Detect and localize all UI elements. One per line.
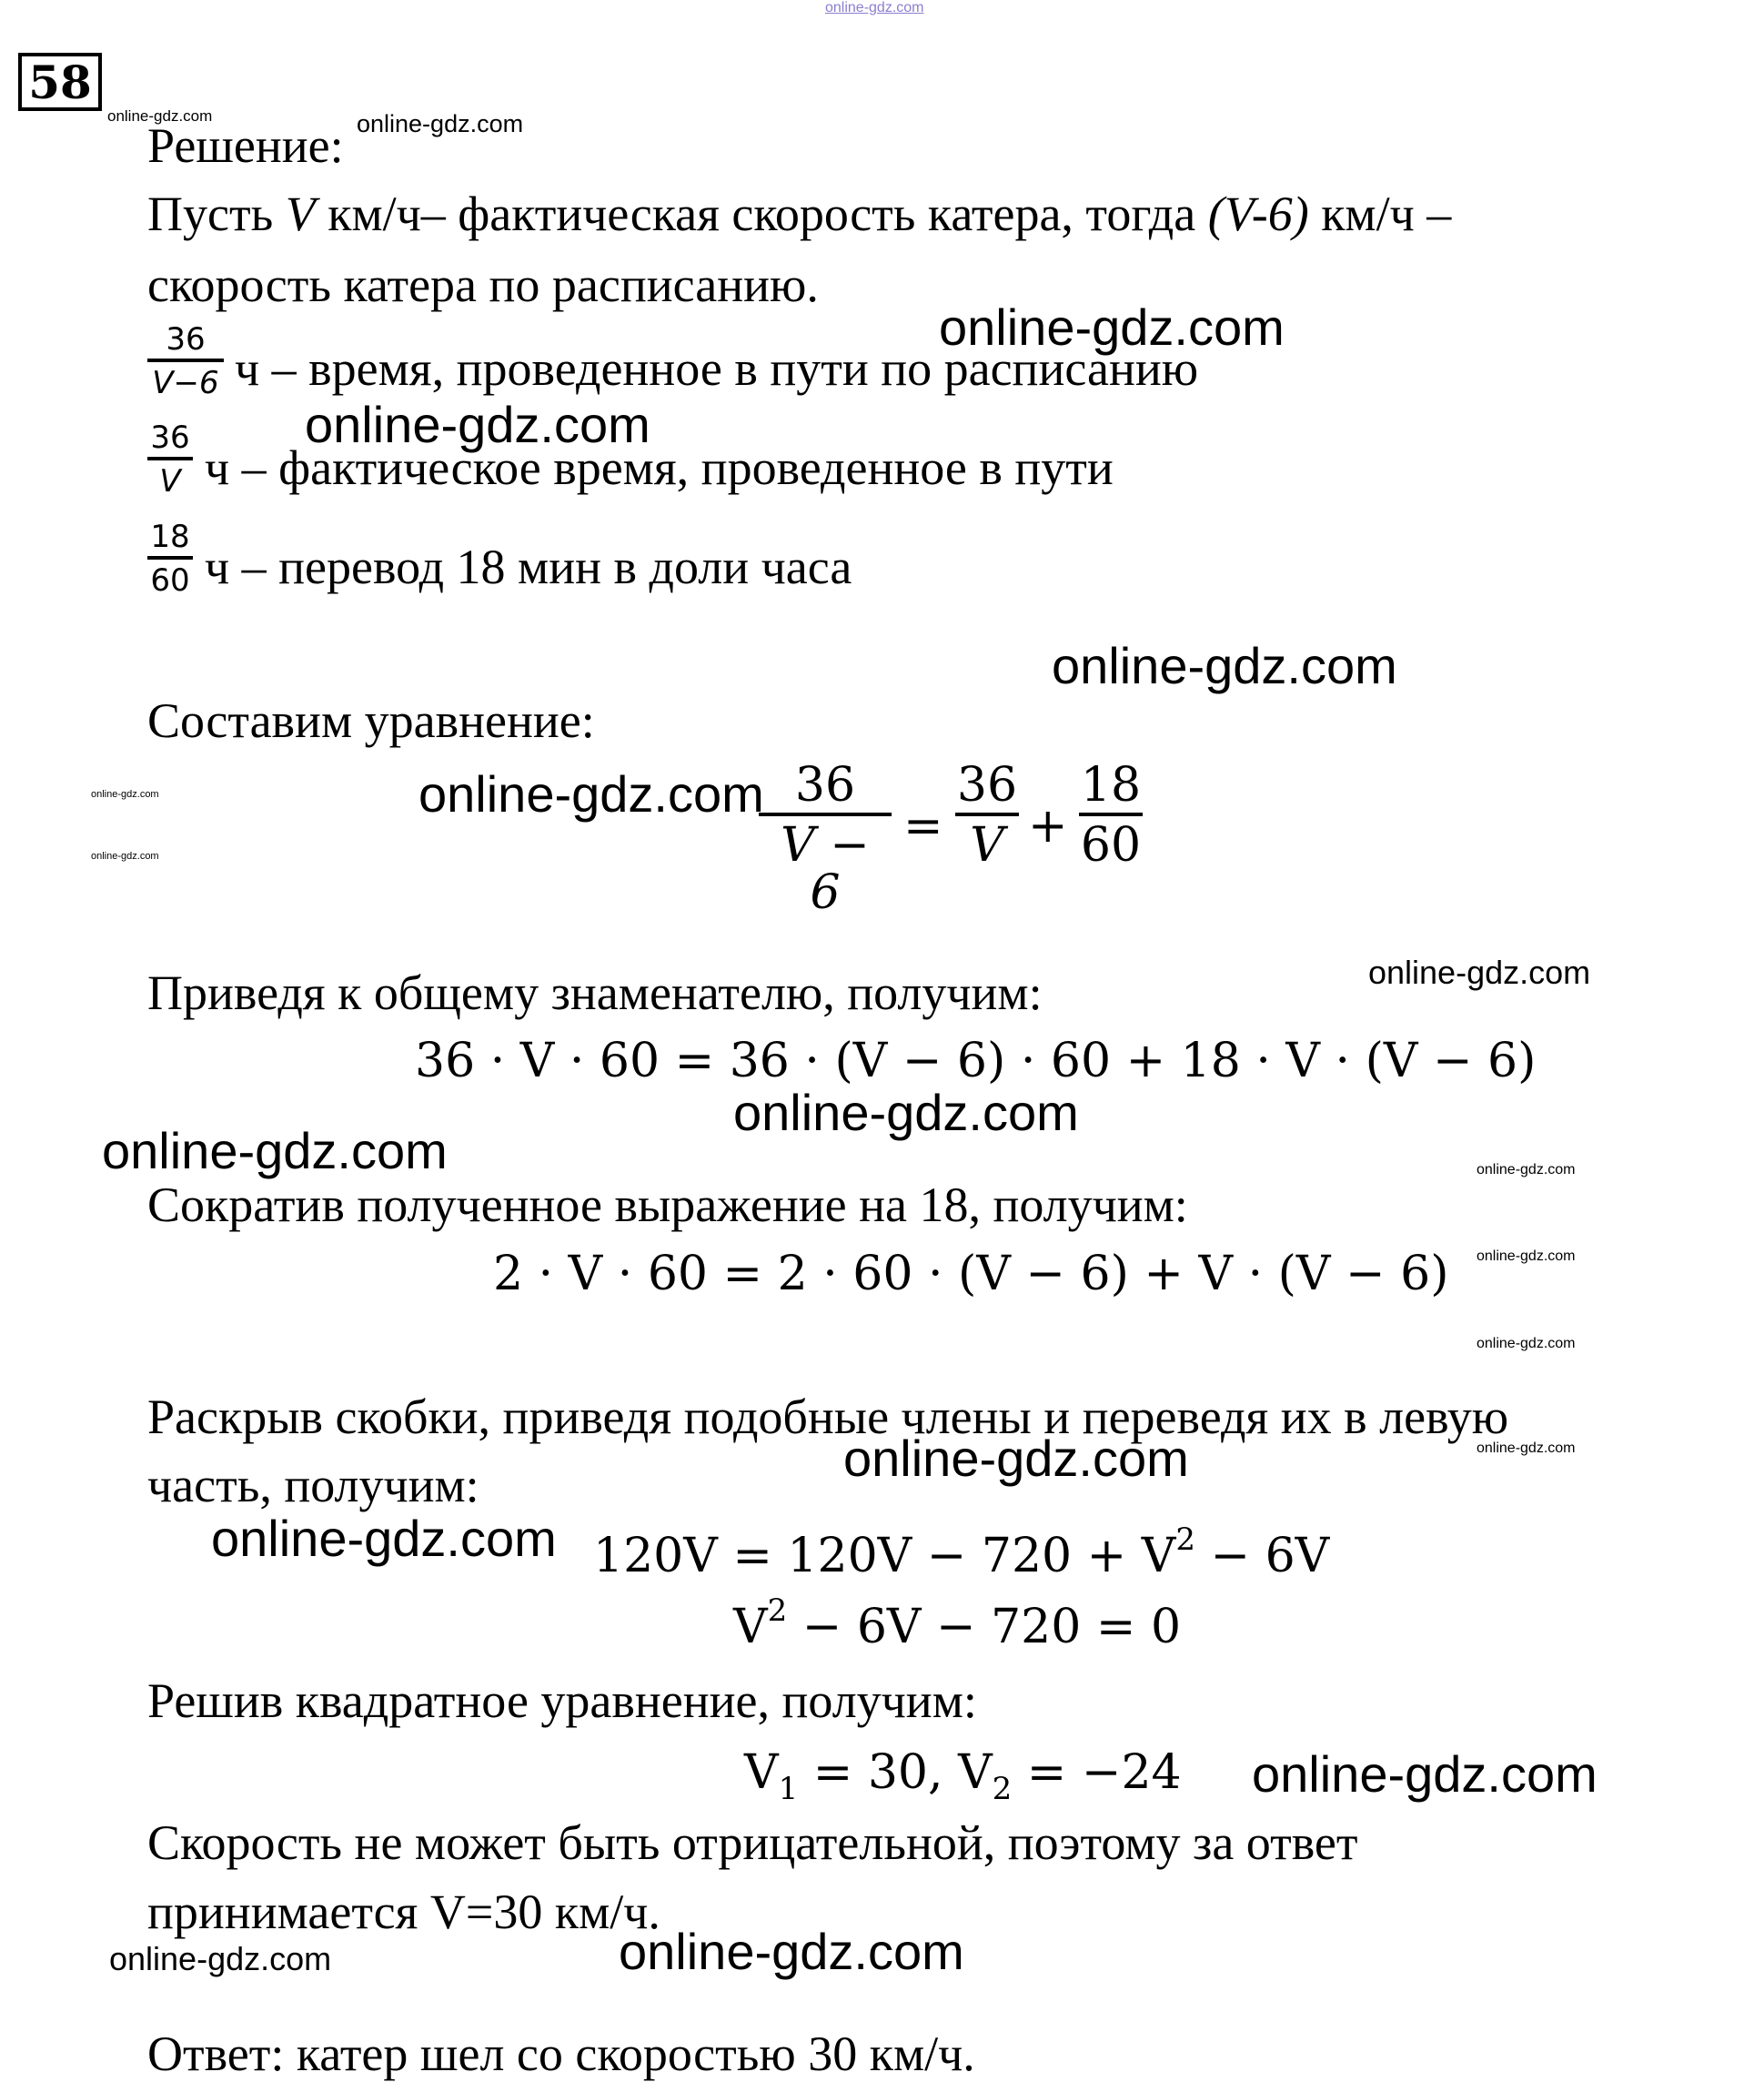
equation-4 <box>593 1521 1330 1583</box>
solution-heading: Решение: <box>147 118 344 173</box>
equation-2: 36 · V · 60 = 36 · (V − 6) · 60 + 18 · V · (V − 6) <box>415 1034 1537 1088</box>
intro-text-3: км/ч – <box>1308 187 1452 241</box>
fraction-bar <box>147 359 224 362</box>
roots <box>744 1745 1182 1807</box>
intro-text-1: Пусть <box>147 187 286 241</box>
def-fraction-3 <box>147 519 193 599</box>
watermark-top: online-gdz.com <box>825 0 924 15</box>
watermark: online-gdz.com <box>91 851 159 862</box>
fraction-numerator: 36 <box>794 758 856 813</box>
eq1-equals: = <box>903 799 943 854</box>
def-fraction-2 <box>147 419 193 500</box>
eq4-exponent: 2 <box>1175 1521 1195 1558</box>
def-text-3: ч – перевод 18 мин в доли часа <box>205 540 852 594</box>
root-var-1: V <box>744 1745 779 1800</box>
watermark: online-gdz.com <box>102 1122 448 1179</box>
watermark: online-gdz.com <box>1477 1162 1576 1177</box>
eq5-var: V <box>733 1600 768 1654</box>
compose-label: Составим уравнение: <box>147 693 595 748</box>
watermark: online-gdz.com <box>418 765 764 823</box>
intro-line-2: скорость катера по расписанию. <box>147 258 819 312</box>
watermark: online-gdz.com <box>843 1430 1189 1487</box>
fraction-bar <box>147 556 193 560</box>
intro-var-v: V <box>285 187 316 241</box>
fraction-denominator: V−6 <box>152 365 219 401</box>
fraction-bar <box>1079 813 1143 816</box>
eq1-r2-fraction <box>1079 758 1143 873</box>
watermark: online-gdz.com <box>91 789 159 800</box>
equation-5 <box>733 1592 1182 1654</box>
answer: Ответ: катер шел со скоростью 30 км/ч. <box>147 2026 975 2081</box>
eq5-rest: − 6V − 720 = 0 <box>787 1600 1182 1654</box>
eq4-tail: − 6V <box>1194 1529 1330 1583</box>
equation-3: 2 · V · 60 = 2 · 60 · (V − 6) + V · (V − 6) <box>493 1247 1449 1301</box>
eq1-lhs-fraction <box>759 758 892 920</box>
watermark: online-gdz.com <box>1477 1440 1576 1456</box>
fraction-numerator: 36 <box>166 321 206 358</box>
fraction-denominator: 60 <box>1080 818 1142 873</box>
root-sub-2: 2 <box>992 1771 1013 1807</box>
watermark: online-gdz.com <box>357 110 524 137</box>
intro-var-v-minus-6: (V-6) <box>1207 187 1309 241</box>
watermark: online-gdz.com <box>1477 1248 1576 1264</box>
watermark: online-gdz.com <box>619 1923 964 1980</box>
eq1-r1-fraction <box>955 758 1019 873</box>
intro-text-2: км/ч– фактическая скорость катера, тогда <box>315 187 1208 241</box>
root-val-1: = 30, <box>798 1745 959 1800</box>
problem-number: 58 <box>18 53 102 111</box>
fraction-bar <box>955 813 1019 816</box>
expand-label-2: часть, получим: <box>147 1458 479 1512</box>
fraction-denominator: V − 6 <box>781 818 870 920</box>
fraction-bar <box>759 813 892 816</box>
solve-label: Решив квадратное уравнение, получим: <box>147 1673 977 1728</box>
conclusion-line-2: принимается V=30 км/ч. <box>147 1885 660 1939</box>
watermark: online-gdz.com <box>1252 1745 1598 1803</box>
root-sub-1: 1 <box>778 1771 799 1807</box>
watermark: online-gdz.com <box>733 1084 1079 1141</box>
fraction-numerator: 18 <box>1080 758 1142 813</box>
root-val-2: = −24 <box>1012 1745 1182 1800</box>
watermark: online-gdz.com <box>211 1510 557 1567</box>
fraction-denominator: V <box>970 818 1004 873</box>
root-var-2: V <box>958 1745 993 1800</box>
common-denominator-label: Приведя к общему знаменателю, получим: <box>147 965 1043 1020</box>
fraction-numerator: 36 <box>956 758 1018 813</box>
fraction-bar <box>147 457 193 460</box>
watermark: online-gdz.com <box>939 298 1285 356</box>
watermark: online-gdz.com <box>109 1940 332 1977</box>
fraction-denominator: 60 <box>150 562 190 599</box>
def-fraction-1 <box>147 321 224 401</box>
watermark: online-gdz.com <box>305 396 650 453</box>
conclusion-line-1: Скорость не может быть отрицательной, поэтому за ответ <box>147 1815 1358 1870</box>
fraction-numerator: 18 <box>150 519 190 555</box>
fraction-denominator: V <box>159 463 181 500</box>
watermark: online-gdz.com <box>1368 954 1591 991</box>
watermark: online-gdz.com <box>1052 637 1397 694</box>
intro-line-1 <box>147 187 1452 241</box>
watermark: online-gdz.com <box>1477 1336 1576 1351</box>
eq4-lhs: 120V = 120V − 720 + V <box>593 1529 1176 1583</box>
def-text-2: ч – фактическое время, проведенное в пути <box>205 440 1114 495</box>
eq5-exponent: 2 <box>767 1592 788 1629</box>
def-text-1: ч – время, проведенное в пути по расписанию <box>235 341 1199 396</box>
eq1-plus: + <box>1028 799 1068 854</box>
expand-label-1: Раскрыв скобки, приведя подобные члены и переведя их в левую <box>147 1390 1509 1444</box>
watermark: online-gdz.com <box>107 107 213 125</box>
fraction-numerator: 36 <box>150 419 190 456</box>
reduce-label: Сократив полученное выражение на 18, получим: <box>147 1177 1188 1232</box>
